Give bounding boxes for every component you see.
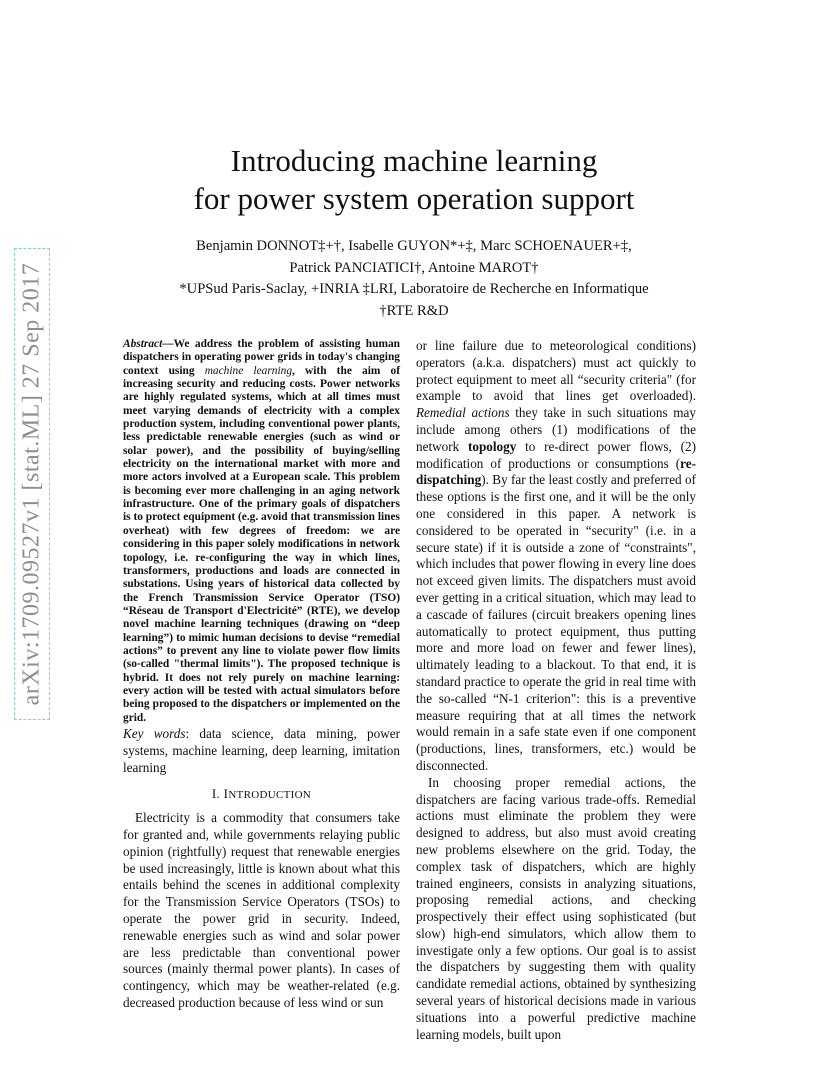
keywords [123,726,400,776]
section-title-initial: I [223,786,229,802]
right-p1-text-b: they take in such situations may include among others (1) modifications of the network [416,405,696,454]
abstract-label: Abstract [123,338,163,350]
introduction-paragraph-1: Electricity is a commodity that consumers take for granted and, while governments relaying public opinion (rightfully) request that renewable energies be used increasingly, little is known about what this entails behind the scenes in additional complexity for the Transmission Service Operators (TSOs) to operate the power grid in security. Indeed, renewable energies such as wind and solar power are less predictable than conventional power sources (mainly thermal power plants). In cases of contingency, which may be weather-related (e.g. decreased production because of less wind or sun [123,810,400,1010]
section-number: I. [211,786,221,802]
authors-line-1: Benjamin DONNOT‡+†, Isabelle GUYON*+‡, Marc SCHOENAUER+‡, [196,238,632,254]
right-p1-strong-redispatching: re-dispatching [416,455,696,488]
right-p1-text-d: ). By far the least costly and preferred of these options is the first one, and it will be the only one considered in this paper. A network is considered to be operated in “security" (i.e. in a secure state) if it is outside a zone of “constraints", which includes that power flowing in every line does not exceed given limits. The dispatchers must avoid ever getting in a critical situation, which may lead to a cascade of failures (circuit breakers opening lines automatically to protect equipment, thus putting more and more load on fewer and fewer lines), ultimately leading to a blackout. To that end, it is standard practice to operate the grid in real time with the so-called “N-1 criterion": this is a preventive measure requiring that at all times the network would remain in a safe state even if one component (productions, lines, transformers, etc.) would be disconnected. [416,472,696,773]
title-line-2: for power system operation support [193,181,635,216]
keywords-label: Key words [123,725,186,741]
section-title-rest: NTRODUCTION [228,789,312,802]
author-block [0,236,828,322]
affiliations-line-1: *UPSud Paris-Saclay, +INRIA ‡LRI, Laboratoire de Recherche en Informatique [179,281,649,297]
authors-line-2: Patrick PANCIATICI†, Antoine MAROT† [289,259,539,276]
abstract [123,338,400,725]
right-paragraph-1 [416,338,696,775]
left-column [123,338,400,1012]
abstract-text-b: , with the aim of increasing security and reducing costs. Power networks are highly regulated systems, which at all times must meet varying demands of electricity with a complex production system, including conventional power plants, less predictable renewable energies (such as wind or solar power), and the possibility of buying/selling electricity on the international market with more and more actors involved at a European scale. This problem is becoming ever more challenging in an aging network infrastructure. One of the primary goals of dispatchers is to protect equipment (e.g. avoid that transmission lines overheat) with few degrees of freedom: we are considering in this paper solely modifications in network topology, i.e. re-configuring the way in which lines, transformers, productions and loads are connected in substations. Using years of historical data collected by the French Transmission Service Operator (TSO) “Réseau de Transport d'Electricité” (RTE), we develop novel machine learning techniques (drawing on “deep learning”) to mimic human decisions to devise “remedial actions” to prevent any line to violate power flow limits (so-called "thermal limits"). The proposed technique is hybrid. It does not rely purely on machine learning: every action will be tested with actual simulators before being proposed to the dispatchers or implemented on the grid. [123,364,400,724]
abstract-emphasis: machine learning [204,364,293,377]
right-p1-text-a: or line failure due to meteorological conditions) operators (a.k.a. dispatchers) must act quickly to protect equipment to meet all “security criteria" (for example to avoid that lines get overloaded). [416,338,696,404]
right-p1-text-c: to re-direct power flows, (2) modification of productions or consumptions ( [416,438,696,471]
arxiv-identifier-text: arXiv:1709.09527v1 [stat.ML] 27 Sep 2017 [18,262,45,706]
abstract-text-a: —We address the problem of assisting human dispatchers in operating power grids in today's changing context using [123,338,400,377]
right-p1-emphasis: Remedial actions [416,405,510,421]
right-paragraph-2: In choosing proper remedial actions, the dispatchers are facing various trade-offs. Remedial actions must eliminate the problem they were designed to address, but also must avoid creating new problems elsewhere on the grid. Today, the complex task of dispatchers, which are highly trained engineers, consists in analyzing situations, proposing remedial actions, and checking prospectively their effect using sophisticated (but slow) high-end simulators, which allow them to investigate only a few options. Our goal is to assist the dispatchers by suggesting them with quality candidate remedial actions, obtained by synthesizing several years of historical decisions made in various situations into a powerful predictive machine learning models, built upon [416,774,696,1042]
section-heading-introduction [123,786,400,804]
title-line-1: Introducing machine learning [230,143,598,178]
affiliations-line-2: †RTE R&D [379,302,449,319]
right-p1-strong-topology: topology [467,438,517,454]
paper-title [0,142,828,218]
keywords-text: : data science, data mining, power systems, machine learning, deep learning, imitation learning [123,725,400,775]
right-column [416,338,696,1043]
